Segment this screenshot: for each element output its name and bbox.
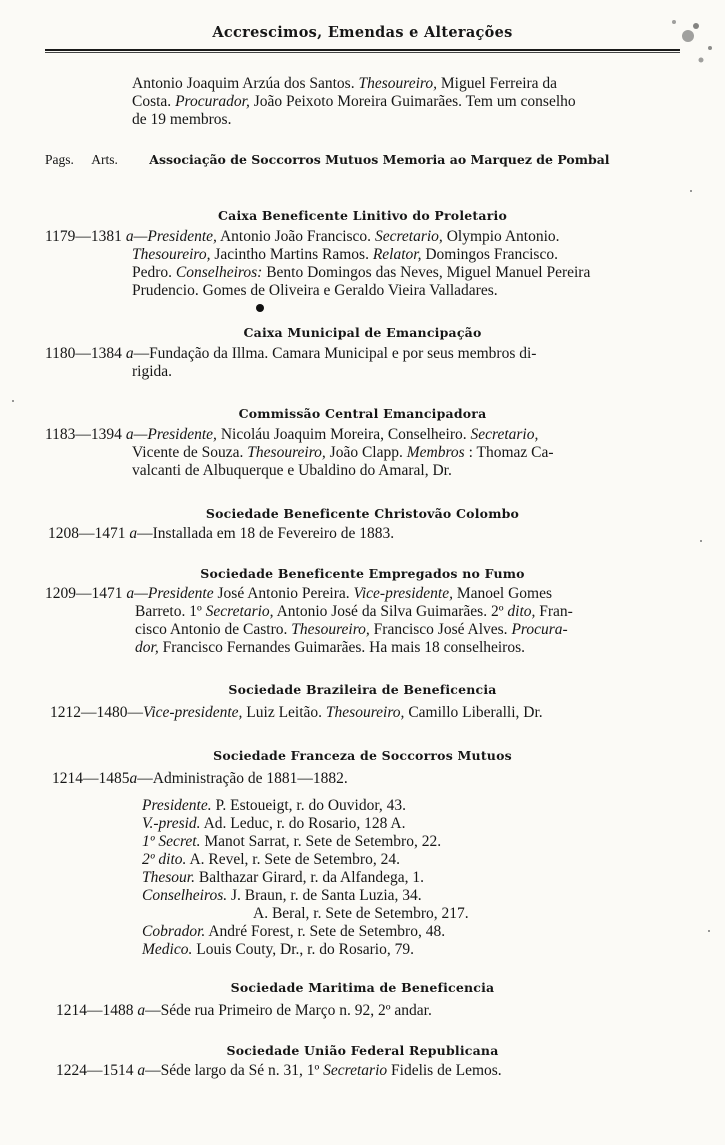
scan-speck <box>12 400 14 402</box>
text-line: 1214—1488 a—Séde rua Primeiro de Março n. 92, 2º andar. <box>56 1002 432 1019</box>
section-heading: Sociedade Beneficente Christovão Colombo <box>205 506 520 521</box>
italic-run: Secretario, <box>374 228 443 245</box>
italic-run: Medico. <box>142 941 193 958</box>
italic-run: Secretario, <box>470 426 539 443</box>
italic-run: Cobrador. <box>142 923 206 940</box>
text-line: Medico. Louis Couty, Dr., r. do Rosario, 79. <box>142 941 414 958</box>
text-line: Vicente de Souza. Thesoureiro, João Clapp. Membros : Thomaz Ca- <box>132 444 554 461</box>
italic-run: a—Presidente, <box>125 228 217 245</box>
text-line: Conselheiros. J. Braun, r. de Santa Luzia, 34. <box>142 887 422 904</box>
header-rule-thin <box>45 52 680 53</box>
section-heading: Caixa Municipal de Emancipação <box>243 325 482 340</box>
scan-speck <box>690 190 692 192</box>
section-heading: Sociedade Brazileira de Beneficencia <box>228 682 497 697</box>
italic-run: V.-presid. <box>142 815 201 832</box>
text-line: de 19 membros. <box>132 111 232 128</box>
italic-run: dor, <box>135 639 159 656</box>
section-heading: Sociedade Franceza de Soccorros Mutuos <box>213 748 512 763</box>
italic-run: dito, <box>507 603 536 620</box>
scan-speck <box>708 930 710 932</box>
section-heading: Associação de Soccorros Mutuos Memoria ao Marquez de Pombal <box>149 152 610 167</box>
italic-run: Thesoureiro, <box>247 444 326 461</box>
italic-run: 2º dito. <box>142 851 187 868</box>
text-line: 2º dito. A. Revel, r. Sete de Setembro, 24. <box>142 851 400 868</box>
section-heading: Sociedade União Federal Republicana <box>226 1043 499 1058</box>
italic-run: a <box>125 345 134 362</box>
italic-run: Secretario <box>323 1062 388 1079</box>
italic-run: Thesoureiro, <box>291 621 370 638</box>
italic-run: Conselheiros. <box>142 887 228 904</box>
running-head: Accrescimos, Emendas e Alterações <box>212 24 513 41</box>
section-heading: Sociedade Beneficente Empregados no Fumo <box>200 566 525 581</box>
italic-run: Procura- <box>511 621 568 638</box>
italic-run: Vice-presidente, <box>353 585 453 602</box>
section-heading: Sociedade Maritima de Beneficencia <box>230 980 495 995</box>
text-line: 1179—1381 a—Presidente, Antonio João Francisco. Secretario, Olympio Antonio. <box>45 228 560 245</box>
italic-run: a <box>129 525 138 542</box>
text-line: Thesoureiro, Jacintho Martins Ramos. Relator, Domingos Francisco. <box>132 246 558 263</box>
italic-run: Relator, <box>372 246 422 263</box>
italic-run: Thesour. <box>142 869 195 886</box>
italic-run: Secretario, <box>205 603 274 620</box>
text-line: 1º Secret. Manot Sarrat, r. Sete de Setembro, 22. <box>142 833 442 850</box>
text-line: 1183—1394 a—Presidente, Nicoláu Joaquim Moreira, Conselheiro. Secretario, <box>45 426 539 443</box>
italic-run: a <box>137 1062 146 1079</box>
text-line: 1214—1485a—Administração de 1881—1882. <box>52 770 348 787</box>
column-header-row <box>45 151 610 169</box>
text-line: Costa. Procurador, João Peixoto Moreira Guimarães. Tem um conselho <box>132 93 576 110</box>
column-pags: Pags. <box>45 152 74 167</box>
italic-run: Presidente. <box>142 797 212 814</box>
text-line: Prudencio. Gomes de Oliveira e Geraldo Vieira Valladares. <box>132 282 498 299</box>
italic-run: Thesoureiro, <box>358 75 437 92</box>
header-rule <box>45 49 680 51</box>
text-line: 1180—1384 a—Fundação da Illma. Camara Municipal e por seus membros di- <box>45 345 537 362</box>
text-line: 1212—1480—Vice-presidente, Luiz Leitão. Thesoureiro, Camillo Liberalli, Dr. <box>50 704 543 721</box>
text-line: Barreto. 1º Secretario, Antonio José da Silva Guimarães. 2º dito, Fran- <box>135 603 573 620</box>
text-line: A. Beral, r. Sete de Setembro, 217. <box>253 905 469 922</box>
text-line: Cobrador. André Forest, r. Sete de Setembro, 48. <box>142 923 446 940</box>
bullet-mark <box>256 304 264 312</box>
section-heading: Commissão Central Emancipadora <box>238 406 487 421</box>
text-line: Thesour. Balthazar Girard, r. da Alfandega, 1. <box>142 869 424 886</box>
italic-run: Vice-presidente, <box>143 704 243 721</box>
section-heading: Caixa Beneficente Linitivo do Proletario <box>218 208 507 223</box>
italic-run: a—Presidente <box>126 585 214 602</box>
italic-run: Thesoureiro, <box>132 246 211 263</box>
text-line: Antonio Joaquim Arzúa dos Santos. Thesoureiro, Miguel Ferreira da <box>132 75 558 92</box>
text-line: Pedro. Conselheiros: Bento Domingos das Neves, Miguel Manuel Pereira <box>132 264 591 281</box>
italic-run: a—Presidente, <box>125 426 217 443</box>
italic-run: a <box>137 1002 146 1019</box>
italic-run: Procurador, <box>175 93 250 110</box>
italic-run: 1º Secret. <box>142 833 201 850</box>
text-line: 1208—1471 a—Installada em 18 de Fevereiro de 1883. <box>48 525 395 542</box>
italic-run: Conselheiros: <box>175 264 263 281</box>
italic-run: Membros <box>406 444 465 461</box>
italic-run: Thesoureiro, <box>325 704 405 721</box>
column-arts: Arts. <box>91 152 118 167</box>
text-line: cisco Antonio de Castro. Thesoureiro, Francisco José Alves. Procura- <box>135 621 568 638</box>
italic-run: a <box>129 770 138 787</box>
text-line: 1224—1514 a—Séde largo da Sé n. 31, 1º Secretario Fidelis de Lemos. <box>56 1062 502 1079</box>
text-line: V.-presid. Ad. Leduc, r. do Rosario, 128 A. <box>142 815 406 832</box>
scan-speck <box>700 540 702 542</box>
text-line: 1209—1471 a—Presidente José Antonio Pereira. Vice-presidente, Manoel Gomes <box>45 585 552 602</box>
text-line: rigida. <box>132 363 173 380</box>
text-line: Presidente. P. Estoueigt, r. do Ouvidor, 43. <box>142 797 407 814</box>
text-line: dor, Francisco Fernandes Guimarães. Ha mais 18 conselheiros. <box>135 639 526 656</box>
text-line: valcanti de Albuquerque e Ubaldino do Amaral, Dr. <box>132 462 452 479</box>
